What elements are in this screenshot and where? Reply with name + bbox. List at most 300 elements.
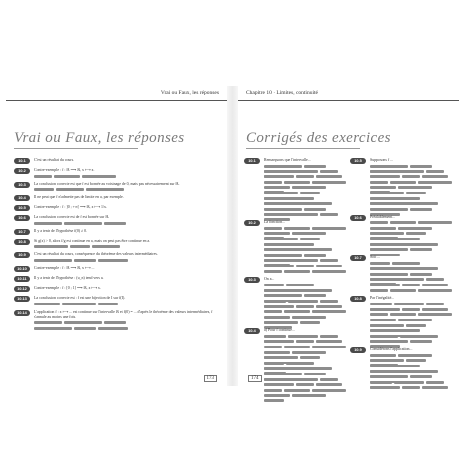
text-line-placeholder — [370, 334, 454, 339]
text-fragment — [422, 308, 448, 311]
text-fragment — [370, 308, 400, 311]
answer-item — [244, 158, 348, 217]
text-fragment — [264, 346, 282, 349]
right-column-1 — [244, 158, 348, 401]
text-line-placeholder — [264, 315, 348, 320]
text-fragment — [370, 262, 390, 265]
text-line-placeholder — [370, 283, 454, 288]
answer-item — [244, 277, 348, 325]
answer-item — [14, 296, 222, 307]
item-text: On a... — [264, 276, 275, 281]
text-line-placeholder — [264, 269, 348, 274]
text-fragment — [264, 270, 282, 273]
text-line-placeholder — [264, 350, 348, 355]
text-fragment — [264, 351, 290, 354]
item-text: La conclusion correcte est que f est bornée au voisinage de 0, mais pas nécessairement sur ℝ. — [34, 181, 180, 186]
text-line-placeholder — [34, 221, 222, 226]
text-fragment — [264, 265, 294, 268]
text-fragment — [288, 378, 318, 381]
text-fragment — [296, 305, 314, 308]
item-text: Considérons l'application... — [370, 347, 413, 352]
text-fragment — [392, 329, 420, 332]
text-fragment — [300, 356, 320, 359]
text-line-placeholder — [34, 245, 222, 250]
left-title-underline — [14, 148, 138, 149]
text-fragment — [284, 310, 310, 313]
text-fragment — [402, 284, 420, 287]
left-page-title: Vrai ou Faux, les réponses — [14, 130, 185, 146]
text-fragment — [320, 259, 338, 262]
text-fragment — [370, 335, 398, 338]
right-page — [238, 86, 459, 386]
text-fragment — [284, 270, 310, 273]
text-line-placeholder — [34, 321, 222, 326]
text-fragment — [370, 248, 408, 251]
text-line-placeholder — [264, 367, 348, 372]
text-line-placeholder — [264, 345, 348, 350]
text-fragment — [292, 186, 326, 189]
text-fragment — [264, 389, 282, 392]
text-line-placeholder — [264, 299, 348, 304]
text-line-placeholder — [370, 164, 454, 169]
item-number-badge: 10.1 — [14, 158, 30, 164]
text-fragment — [402, 308, 420, 311]
text-line-placeholder — [370, 323, 454, 328]
item-number-badge: 10.5 — [350, 158, 366, 164]
text-fragment — [300, 238, 320, 241]
text-fragment — [370, 370, 398, 373]
answer-item — [244, 328, 348, 398]
text-fragment — [394, 278, 424, 281]
text-fragment — [316, 175, 342, 178]
text-fragment — [316, 305, 342, 308]
item-number-badge: 10.2 — [14, 168, 30, 174]
text-fragment — [370, 289, 388, 292]
text-line-placeholder — [370, 380, 454, 385]
answer-item — [14, 158, 222, 165]
text-fragment — [418, 221, 452, 224]
text-fragment — [370, 232, 404, 235]
text-fragment — [264, 373, 302, 376]
text-fragment — [422, 386, 448, 389]
text-fragment — [312, 389, 346, 392]
text-fragment — [294, 202, 332, 205]
item-text: Remarquons que l'intervalle... — [264, 158, 311, 162]
text-fragment — [64, 321, 102, 324]
left-page-number-value: 173 — [204, 375, 218, 382]
text-fragment — [370, 365, 390, 368]
text-fragment — [312, 310, 346, 313]
text-fragment — [312, 227, 346, 230]
answer-item — [14, 310, 222, 331]
text-line-placeholder — [370, 364, 454, 369]
text-fragment — [264, 259, 286, 262]
text-fragment — [426, 170, 444, 173]
text-fragment — [34, 188, 54, 191]
text-line-placeholder — [34, 302, 222, 307]
text-line-placeholder — [370, 237, 454, 242]
text-fragment — [304, 294, 326, 297]
text-line-placeholder — [264, 191, 348, 196]
text-fragment — [286, 284, 314, 287]
text-fragment — [370, 375, 408, 378]
text-fragment — [264, 394, 290, 397]
text-line-placeholder — [264, 213, 348, 218]
text-fragment — [370, 175, 400, 178]
item-number-badge: 10.10 — [14, 266, 30, 272]
text-line-placeholder — [370, 207, 454, 212]
text-fragment — [56, 188, 84, 191]
text-fragment — [394, 303, 424, 306]
item-text: Supposons f ... — [370, 158, 394, 162]
text-line-placeholder — [370, 242, 454, 247]
text-fragment — [74, 259, 96, 262]
text-fragment — [296, 340, 314, 343]
item-text: Il y a tenir de l'hypothèse f(0) ≠ 0. — [34, 228, 88, 233]
text-fragment — [370, 359, 404, 362]
text-fragment — [398, 186, 432, 189]
item-number-badge: 10.5 — [14, 205, 30, 211]
answer-item — [14, 168, 222, 179]
text-line-placeholder — [264, 237, 348, 242]
text-line-placeholder — [370, 226, 454, 231]
item-number-badge: 10.12 — [14, 286, 30, 292]
answer-item — [14, 239, 222, 250]
text-fragment — [264, 294, 302, 297]
item-number-badge: 10.6 — [14, 215, 30, 221]
text-line-placeholder — [34, 258, 222, 263]
text-fragment — [392, 262, 420, 265]
text-fragment — [370, 340, 408, 343]
right-header-rule — [238, 100, 459, 101]
answer-item — [14, 266, 222, 273]
item-number-badge: 10.8 — [14, 239, 30, 245]
text-fragment — [400, 202, 438, 205]
item-text: Il ne peut que f n'admette pas de limite en a, par exemple. — [34, 195, 124, 200]
left-answer-list — [14, 158, 222, 334]
text-line-placeholder — [264, 361, 348, 366]
item-text: a) Pour f continue... — [264, 328, 295, 333]
text-fragment — [370, 170, 392, 173]
text-line-placeholder — [264, 164, 348, 169]
text-fragment — [284, 181, 310, 184]
text-fragment — [410, 165, 432, 168]
text-fragment — [264, 362, 284, 365]
text-fragment — [288, 170, 318, 173]
book-gutter — [227, 86, 238, 386]
text-fragment — [264, 335, 286, 338]
text-line-placeholder — [370, 272, 454, 277]
item-text: Contre-exemple : f : ]0 ; +∞[ ⟶ ℝ, x ⟼ 1/x. — [34, 205, 107, 210]
text-fragment — [316, 265, 342, 268]
text-fragment — [400, 370, 438, 373]
left-running-header: Vrai ou Faux, les réponses — [160, 90, 219, 96]
answer-item — [350, 255, 454, 293]
text-line-placeholder — [370, 318, 454, 323]
text-fragment — [264, 192, 298, 195]
text-fragment — [264, 316, 290, 319]
text-line-placeholder — [370, 196, 454, 201]
text-fragment — [406, 359, 426, 362]
text-line-placeholder — [264, 334, 348, 339]
right-page-number-value: 174 — [248, 375, 262, 382]
text-line-placeholder — [370, 307, 454, 312]
answer-item — [350, 296, 454, 344]
text-fragment — [394, 170, 424, 173]
text-fragment — [398, 227, 432, 230]
text-fragment — [264, 300, 286, 303]
text-fragment — [370, 354, 396, 357]
text-line-placeholder — [264, 356, 348, 361]
text-fragment — [400, 267, 438, 270]
text-fragment — [370, 329, 390, 332]
item-number-badge: 10.11 — [14, 276, 30, 282]
text-line-placeholder — [370, 385, 454, 390]
text-fragment — [264, 208, 302, 211]
text-fragment — [370, 208, 408, 211]
text-line-placeholder — [370, 180, 454, 185]
text-fragment — [98, 259, 128, 262]
text-fragment — [294, 367, 332, 370]
text-fragment — [370, 202, 398, 205]
text-fragment — [294, 289, 332, 292]
text-fragment — [370, 284, 400, 287]
text-fragment — [304, 254, 326, 257]
text-fragment — [264, 175, 294, 178]
text-fragment — [104, 222, 126, 225]
right-page-number — [248, 375, 262, 382]
text-line-placeholder — [264, 226, 348, 231]
text-line-placeholder — [34, 188, 222, 193]
text-fragment — [264, 186, 290, 189]
text-line-placeholder — [264, 242, 348, 247]
text-line-placeholder — [264, 196, 348, 201]
item-number-badge: 10.3 — [244, 277, 260, 283]
text-fragment — [264, 238, 298, 241]
text-line-placeholder — [264, 310, 348, 315]
text-fragment — [370, 197, 390, 200]
text-fragment — [264, 165, 302, 168]
text-line-placeholder — [264, 232, 348, 237]
text-fragment — [296, 383, 314, 386]
text-fragment — [312, 270, 346, 273]
text-line-placeholder — [370, 191, 454, 196]
item-number-badge: 10.6 — [350, 215, 366, 221]
left-page-number — [204, 375, 218, 382]
text-line-placeholder — [264, 169, 348, 174]
text-fragment — [264, 248, 292, 251]
item-text: Contre-exemple : f : [0 ; 1] ⟶ ℝ, x ⟼ x. — [34, 285, 101, 290]
text-fragment — [34, 321, 62, 324]
text-fragment — [264, 202, 292, 205]
item-number-badge: 10.7 — [14, 229, 30, 235]
text-fragment — [406, 232, 426, 235]
text-fragment — [422, 175, 448, 178]
text-line-placeholder — [264, 264, 348, 269]
text-fragment — [422, 284, 448, 287]
text-line-placeholder — [370, 169, 454, 174]
text-fragment — [370, 267, 398, 270]
text-line-placeholder — [264, 321, 348, 326]
item-number-badge: 10.4 — [244, 328, 260, 334]
item-number-badge: 10.7 — [350, 255, 366, 261]
text-fragment — [74, 327, 96, 330]
item-text: La conclusion correcte est : f est une bijection de I sur f(I). — [34, 295, 126, 300]
text-fragment — [296, 265, 314, 268]
text-fragment — [370, 303, 392, 306]
text-fragment — [64, 222, 102, 225]
text-fragment — [62, 303, 96, 306]
text-line-placeholder — [370, 369, 454, 374]
text-fragment — [34, 303, 60, 306]
text-fragment — [370, 381, 392, 384]
text-fragment — [418, 313, 452, 316]
text-fragment — [264, 289, 292, 292]
text-line-placeholder — [370, 267, 454, 272]
item-text: Il y a tenir de l'hypothèse : (u_n) tend vers a. — [34, 275, 104, 280]
text-fragment — [284, 227, 310, 230]
text-fragment — [304, 373, 326, 376]
text-fragment — [400, 335, 438, 338]
item-text: Par l'inégalité... — [370, 295, 395, 300]
text-fragment — [370, 273, 408, 276]
text-fragment — [392, 197, 420, 200]
item-text: Si g(x) > 0, alors f/g est continue en a, mais on peut pas être continue en a. — [34, 238, 151, 243]
answer-item — [14, 252, 222, 263]
text-fragment — [264, 310, 282, 313]
text-fragment — [406, 192, 426, 195]
answer-item — [14, 229, 222, 236]
answer-item — [350, 158, 454, 212]
item-text: Soit ... — [370, 255, 381, 260]
text-line-placeholder — [264, 248, 348, 253]
text-fragment — [316, 383, 342, 386]
text-fragment — [286, 243, 314, 246]
text-line-placeholder — [264, 258, 348, 263]
text-line-placeholder — [370, 221, 454, 226]
right-title-underline — [246, 148, 360, 149]
text-fragment — [370, 165, 408, 168]
text-fragment — [398, 354, 432, 357]
left-page — [6, 86, 227, 386]
item-number-badge: 10.3 — [14, 182, 30, 188]
text-fragment — [320, 213, 338, 216]
right-page-title: Corrigés des exercices — [246, 130, 391, 146]
text-fragment — [392, 238, 420, 241]
text-fragment — [264, 356, 298, 359]
text-fragment — [370, 238, 390, 241]
text-fragment — [34, 327, 72, 330]
answer-item — [14, 286, 222, 293]
text-fragment — [284, 346, 310, 349]
text-line-placeholder — [370, 359, 454, 364]
item-number-badge: 10.2 — [244, 220, 260, 226]
text-fragment — [264, 378, 286, 381]
text-fragment — [410, 340, 432, 343]
text-fragment — [312, 181, 346, 184]
text-line-placeholder — [370, 261, 454, 266]
text-fragment — [264, 399, 284, 402]
text-fragment — [288, 259, 318, 262]
text-line-placeholder — [370, 248, 454, 253]
answer-item — [14, 276, 222, 283]
text-line-placeholder — [264, 175, 348, 180]
text-fragment — [320, 170, 338, 173]
item-number-badge: 10.8 — [350, 296, 366, 302]
text-line-placeholder — [370, 186, 454, 191]
text-line-placeholder — [264, 186, 348, 191]
text-fragment — [370, 278, 392, 281]
item-text: La conclusion correcte est de f est bornée sur ℝ. — [34, 215, 110, 220]
text-line-placeholder — [264, 372, 348, 377]
text-fragment — [426, 303, 444, 306]
text-fragment — [304, 165, 326, 168]
text-fragment — [264, 284, 284, 287]
answer-item — [14, 195, 222, 202]
text-line-placeholder — [370, 313, 454, 318]
text-fragment — [286, 197, 314, 200]
text-line-placeholder — [370, 175, 454, 180]
text-fragment — [402, 175, 420, 178]
text-fragment — [264, 197, 284, 200]
item-text: L'application f : x ⟼ ... est continue sur l'intervalle ℝ et f(0) = ... d'après le théorème des valeurs intermédiaires, f s'annule au moins une fois. — [34, 309, 213, 319]
text-line-placeholder — [264, 288, 348, 293]
text-line-placeholder — [370, 340, 454, 345]
text-line-placeholder — [370, 288, 454, 293]
text-fragment — [418, 289, 452, 292]
text-line-placeholder — [264, 393, 348, 398]
item-text: La fonction... — [264, 220, 285, 225]
text-fragment — [402, 386, 420, 389]
answer-item — [244, 220, 348, 274]
text-fragment — [370, 243, 398, 246]
text-fragment — [418, 181, 452, 184]
text-fragment — [294, 248, 332, 251]
text-fragment — [264, 340, 294, 343]
text-fragment — [288, 213, 318, 216]
text-fragment — [392, 365, 420, 368]
text-fragment — [34, 259, 72, 262]
item-number-badge: 10.1 — [244, 158, 260, 164]
text-line-placeholder — [264, 202, 348, 207]
text-fragment — [394, 381, 424, 384]
text-fragment — [320, 378, 338, 381]
text-fragment — [264, 305, 294, 308]
text-fragment — [54, 175, 80, 178]
text-fragment — [264, 367, 292, 370]
text-line-placeholder — [264, 304, 348, 309]
text-fragment — [296, 175, 314, 178]
answer-item — [14, 182, 222, 193]
text-fragment — [370, 324, 404, 327]
text-fragment — [264, 254, 302, 257]
text-fragment — [410, 208, 432, 211]
text-fragment — [264, 383, 294, 386]
text-fragment — [390, 313, 416, 316]
text-fragment — [426, 381, 444, 384]
item-number-badge: 10.4 — [14, 195, 30, 201]
text-fragment — [370, 186, 396, 189]
text-fragment — [312, 346, 346, 349]
item-text: Contre-exemple : f : ℝ ⟶ ℝ, x ⟼ ... — [34, 265, 95, 270]
text-fragment — [82, 175, 116, 178]
text-fragment — [410, 375, 432, 378]
text-line-placeholder — [370, 232, 454, 237]
text-fragment — [390, 289, 416, 292]
text-line-placeholder — [264, 283, 348, 288]
text-line-placeholder — [264, 377, 348, 382]
text-fragment — [288, 335, 318, 338]
